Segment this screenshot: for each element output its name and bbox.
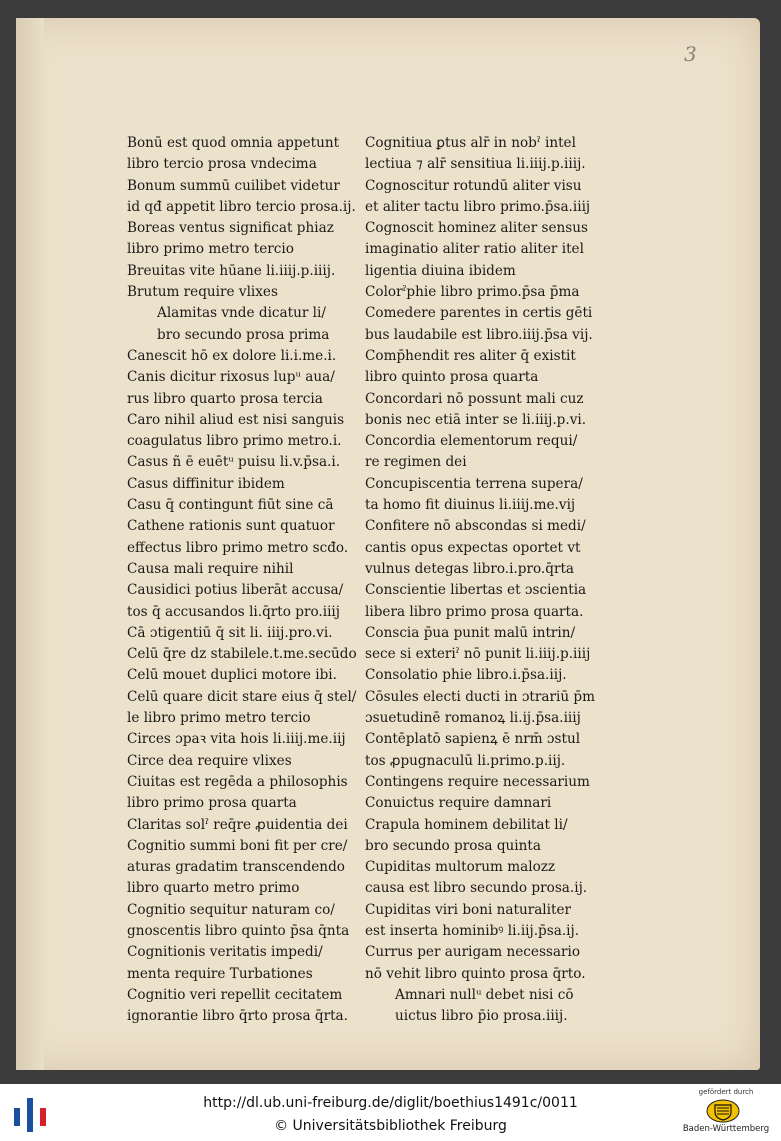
- text-line: imaginatio aliter ratio aliter itel: [365, 241, 584, 258]
- right-text-column: [365, 133, 595, 1027]
- text-line: Consolatio phie libro.i.p̄sa.iij.: [365, 667, 567, 684]
- text-line: tos q̄ accusandos li.q̄rto pro.iiij: [127, 603, 340, 620]
- text-line: Caro nihil aliud est nisi sanguis: [127, 411, 345, 428]
- funder-caption: gefördert durch: [698, 1088, 754, 1096]
- text-line: sece si exteriˀ nō punit li.iiij.p.iiij: [365, 646, 591, 663]
- text-line: Concordia elementorum requi/: [365, 433, 578, 450]
- text-line: Circes ɔpaꝛ vita hois li.iiij.me.iij: [127, 731, 346, 748]
- text-line: causa est libro secundo prosa.ij.: [365, 880, 588, 897]
- text-line: Bonū est quod omnia appetunt: [127, 135, 340, 151]
- text-line: tos ꝓpugnaculū li.primo.p.iij.: [365, 752, 566, 769]
- text-line: Casu q̄ contingunt fiūt sine cā: [127, 497, 334, 514]
- text-line: Contingens require necessarium: [365, 773, 590, 790]
- text-line: libro quarto metro primo: [127, 880, 300, 897]
- text-line: Cognoscitur rotundū aliter visu: [365, 177, 582, 194]
- text-line: libro primo prosa quarta: [127, 795, 297, 812]
- text-line: Conscia p̄ua punit malū intrin/: [365, 624, 576, 641]
- text-line: Cognitiua ꝑtus alr̄ in nobˀ intel: [365, 135, 576, 151]
- text-line: lectiua ⁊ alr̄ sensitiua li.iiij.p.iiij.: [365, 156, 586, 173]
- text-line: Cognitionis veritatis impedi/: [127, 944, 323, 961]
- text-line: Claritas solˀ req̄re ꝓuidentia dei: [127, 816, 348, 833]
- text-line: Alamitas vnde dicatur li/: [157, 305, 326, 322]
- text-line: Currus per aurigam necessario: [365, 944, 581, 961]
- text-line: Causidici potius liberāt accusa/: [127, 582, 344, 599]
- text-line: effectus libro primo metro scđo.: [127, 539, 349, 556]
- text-line: Causa mali require nihil: [127, 560, 294, 577]
- text-line: Comp̄hendit res aliter q̄ existit: [365, 347, 576, 364]
- text-line: ɔsuetudinē romanoꝝ li.ij.p̄sa.iiij: [365, 710, 581, 727]
- text-line: libro quinto prosa quarta: [365, 369, 539, 386]
- text-line: Concordari nō possunt mali cuz: [365, 390, 584, 407]
- text-line: Conuictus require damnari: [365, 795, 552, 812]
- text-line: Canis dicitur rixosus lupᵘ aua/: [127, 369, 335, 386]
- text-line: bro secundo prosa prima: [157, 326, 330, 343]
- text-line: Bonum summū cuilibet videtur: [127, 177, 340, 194]
- text-line: Cathene rationis sunt quatuor: [127, 518, 335, 535]
- text-line: Comedere parentes in certis gēti: [365, 305, 593, 322]
- text-line: Conscientie libertas et ɔscientia: [365, 582, 587, 599]
- text-line: menta require Turbationes: [127, 965, 313, 982]
- text-line: Confitere nō abscondas si medi/: [365, 518, 586, 535]
- text-line: Cognitio summi boni fit per cre/: [127, 837, 348, 854]
- text-line: Casus ñ ē euētᵘ puisu li.v.p̄sa.i.: [127, 454, 341, 471]
- text-line: Cognitio veri repellit cecitatem: [127, 986, 343, 1003]
- funder-name: Baden-Württemberg: [682, 1124, 770, 1134]
- text-line: aturas gradatim transcendendo: [127, 859, 345, 876]
- text-line: est inserta hominibꝰ li.iij.p̄sa.ij.: [365, 922, 580, 939]
- text-line: Celū q̄re dz stabilele.t.me.secūdo: [127, 646, 357, 663]
- text-line: Cognitio sequitur naturam co/: [127, 901, 335, 918]
- text-line: Brutum require vlixes: [127, 284, 278, 301]
- text-line: Cā ɔtigentiū q̄ sit li. iiij.pro.vi.: [127, 624, 333, 641]
- text-line: libro primo metro tercio: [127, 241, 294, 258]
- text-line: Casus diffinitur ibidem: [127, 475, 285, 492]
- folio-number: 3: [684, 42, 697, 66]
- text-line: et aliter tactu libro primo.p̄sa.iiij: [365, 198, 591, 215]
- text-line: Breuitas vite hūane li.iiij.p.iiij.: [127, 262, 336, 279]
- text-line: coagulatus libro primo metro.i.: [127, 433, 342, 450]
- text-line: bro secundo prosa quinta: [365, 837, 541, 854]
- left-text-column: [127, 133, 357, 1027]
- page-gutter: [16, 18, 44, 1070]
- text-line: Colorˀphie libro primo.p̄sa p̄ma: [365, 284, 580, 301]
- text-line: uictus libro p̄io prosa.iiij.: [395, 1008, 568, 1025]
- text-line: ta homo fit diuinus li.iiij.me.vij: [365, 497, 576, 514]
- text-line: Canescit hō ex dolore li.i.me.i.: [127, 347, 337, 364]
- text-line: bonis nec etiā inter se li.iiij.p.vi.: [365, 411, 587, 428]
- text-line: Cupiditas viri boni naturaliter: [365, 901, 572, 918]
- text-line: Circe dea require vlixes: [127, 752, 292, 769]
- document-url[interactable]: http://dl.ub.uni-freiburg.de/diglit/boethius1491c/0011: [203, 1095, 578, 1111]
- text-line: nō vehit libro quinto prosa q̄rto.: [365, 965, 586, 982]
- text-line: libera libro primo prosa quarta.: [365, 603, 584, 620]
- text-line: Celū mouet duplici motore ibi.: [127, 667, 337, 684]
- copyright-notice: © Universitätsbibliothek Freiburg: [274, 1118, 507, 1134]
- text-line: libro tercio prosa vndecima: [127, 156, 317, 173]
- text-line: id qđ appetit libro tercio prosa.ij.: [127, 198, 356, 215]
- text-line: Celū quare dicit stare eius q̄ stel/: [127, 688, 357, 705]
- text-line: Concupiscentia terrena supera/: [365, 475, 583, 492]
- text-line: bus laudabile est libro.iiij.p̄sa vij.: [365, 326, 593, 343]
- text-line: cantis opus expectas oportet vt: [365, 539, 581, 556]
- text-line: Cupiditas multorum malozz: [365, 859, 556, 876]
- text-line: Amnari nullᵘ debet nisi cō: [395, 986, 574, 1003]
- text-line: rus libro quarto prosa tercia: [127, 390, 323, 407]
- text-line: Boreas ventus significat phiaz: [127, 220, 334, 237]
- text-line: Crapula hominem debilitat li/: [365, 816, 568, 833]
- text-line: Cognoscit hominez aliter sensus: [365, 220, 589, 237]
- funder-logo: [676, 1088, 776, 1140]
- text-line: vulnus detegas libro.i.pro.q̄rta: [365, 560, 575, 577]
- text-line: Ciuitas est regēda a philosophis: [127, 773, 348, 790]
- text-line: gnoscentis libro quinto p̄sa q̄nta: [127, 922, 350, 939]
- text-line: re regimen dei: [365, 454, 467, 471]
- text-line: ligentia diuina ibidem: [365, 262, 516, 279]
- text-line: le libro primo metro tercio: [127, 710, 311, 727]
- text-line: ignorantie libro q̄rto prosa q̄rta.: [127, 1008, 348, 1025]
- baden-wuerttemberg-crest-icon: [706, 1099, 740, 1123]
- text-line: Cōsules electi ducti in ɔtrariū p̄m: [365, 688, 596, 705]
- text-line: Contēplatō sapienꝝ ē nrm̄ ɔstul: [365, 731, 581, 748]
